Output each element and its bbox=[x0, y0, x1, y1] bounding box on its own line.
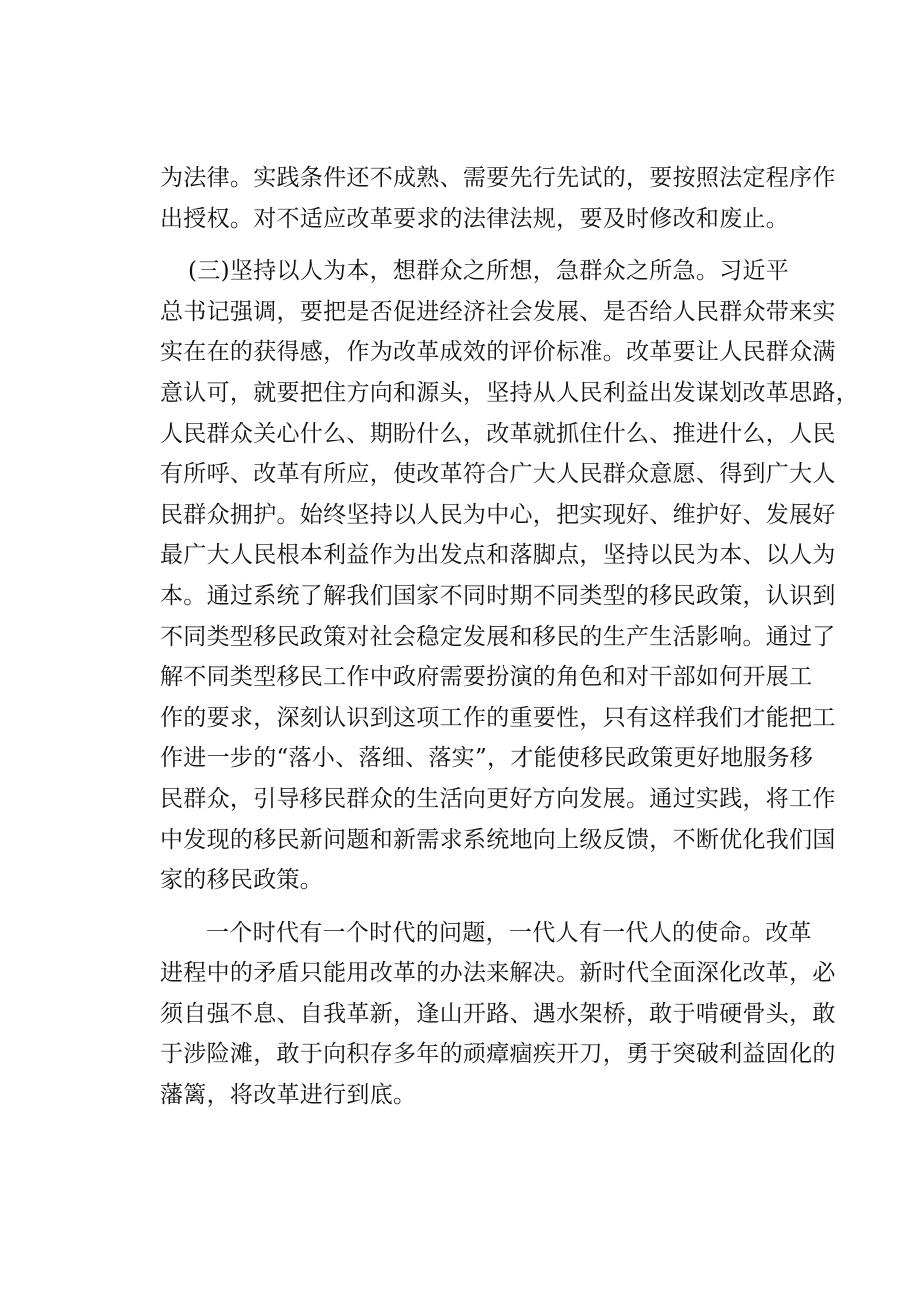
paragraph-line: 作的要求，深刻认识到这项工作的重要性，只有这样我们才能把工 bbox=[160, 704, 836, 731]
paragraph-line: 中发现的移民新问题和新需求系统地向上级反馈，不断优化我们国 bbox=[160, 826, 836, 853]
paragraph-line: 家的移民政策。 bbox=[160, 867, 324, 894]
paragraph-line: 意认可，就要把住方向和源头，坚持从人民利益出发谋划改革思路， bbox=[160, 379, 859, 406]
paragraph-line: 民群众拥护。始终坚持以人民为中心，把实现好、维护好、发展好 bbox=[160, 501, 836, 528]
paragraph-line: 进程中的矛盾只能用改革的办法来解决。新时代全面深化改革，必 bbox=[160, 960, 836, 987]
paragraph-line: 须自强不息、自我革新，逢山开路、遇水架桥，敢于啃硬骨头，敢 bbox=[160, 1000, 836, 1027]
paragraph-line: 出授权。对不适应改革要求的法律法规，要及时修改和废止。 bbox=[160, 205, 790, 232]
paragraph-line: 为法律。实践条件还不成熟、需要先行先试的，要按照法定程序作 bbox=[160, 165, 836, 191]
paragraph-line: 人民群众关心什么、期盼什么，改革就抓住什么、推进什么，人民 bbox=[160, 420, 836, 447]
section-heading-line: (三)坚持以人为本，想群众之所想，急群众之所急。习近平 bbox=[188, 258, 790, 285]
paragraph-line: 作进一步的“落小、落细、落实”，才能使移民政策更好地服务移 bbox=[160, 745, 814, 772]
paragraph-legal-authorization bbox=[160, 158, 836, 239]
document-body bbox=[160, 158, 859, 1116]
paragraph-line: 民群众，引导移民群众的生活向更好方向发展。通过实践，将工作 bbox=[160, 785, 836, 812]
paragraph-line: 解不同类型移民工作中政府需要扮演的角色和对干部如何开展工 bbox=[160, 664, 813, 691]
paragraph-line: 于涉险滩，敢于向积存多年的顽瘴痼疾开刀，勇于突破利益固化的 bbox=[160, 1041, 836, 1068]
paragraph-people-centered bbox=[160, 251, 859, 901]
paragraph-line: 有所呼、改革有所应，使改革符合广大人民群众意愿、得到广大人 bbox=[160, 461, 836, 488]
paragraph-first-line: 一个时代有一个时代的问题，一代人有一代人的使命。改革 bbox=[206, 919, 812, 946]
paragraph-line: 总书记强调，要把是否促进经济社会发展、是否给人民群众带来实 bbox=[160, 298, 836, 325]
paragraph-reform-mission bbox=[160, 913, 836, 1116]
paragraph-line: 最广大人民根本利益作为出发点和落脚点，坚持以民为本、以人为 bbox=[160, 542, 836, 569]
paragraph-spacer bbox=[160, 901, 800, 913]
paragraph-line: 藩篱，将改革进行到底。 bbox=[160, 1082, 417, 1109]
paragraph-line: 实在在的获得感，作为改革成效的评价标准。改革要让人民群众满 bbox=[160, 339, 836, 366]
paragraph-line: 不同类型移民政策对社会稳定发展和移民的生产生活影响。通过了 bbox=[160, 623, 836, 650]
paragraph-spacer bbox=[160, 239, 800, 251]
paragraph-line: 本。通过系统了解我们国家不同时期不同类型的移民政策，认识到 bbox=[160, 582, 836, 609]
